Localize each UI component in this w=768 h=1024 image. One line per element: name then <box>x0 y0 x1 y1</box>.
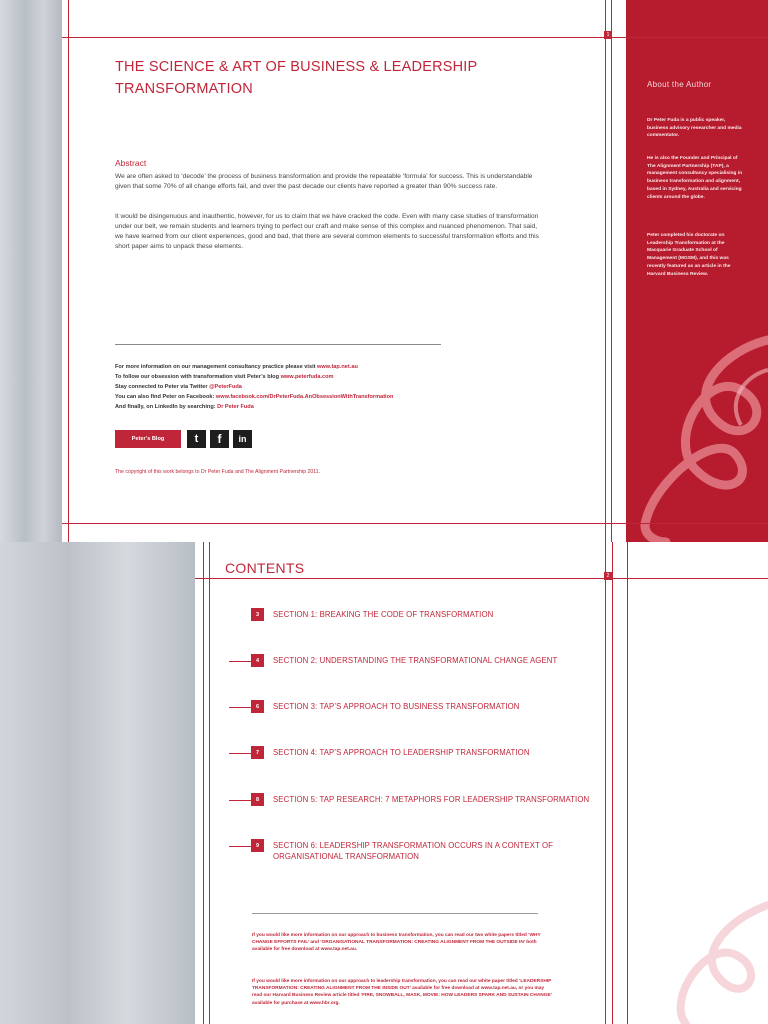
toc-title: SECTION 5: TAP RESEARCH: 7 METAPHORS FOR LEADERSHIP TRANSFORMATION <box>273 795 590 804</box>
about-paragraph-3: Peter completed his doctorate on Leadership Transformation at the Macquarie Graduate School of Management (MGSM), and this was recently featured as an article in the Harvard Business Review. <box>647 233 731 277</box>
facebook-icon[interactable]: f <box>210 430 229 448</box>
abstract-label: Abstract <box>115 158 147 168</box>
abstract-paragraph-1: We are often asked to ‘decode’ the process of business transformation and provide the repeatable ‘formula’ for success. This is understandable given that some 70% of all change efforts fail, and over the past decade our clients have reported a greater than 90% success rate. <box>115 173 533 190</box>
linkedin-icon[interactable]: in <box>233 430 252 448</box>
ribbon-decoration <box>626 330 768 542</box>
guide-line <box>62 523 768 524</box>
toc-page-number: 7 <box>251 746 264 759</box>
toc-title: SECTION 1: BREAKING THE CODE OF TRANSFORMATION <box>273 610 494 619</box>
document-title: THE SCIENCE & ART OF BUSINESS & LEADERSHIP TRANSFORMATION <box>115 59 478 97</box>
further-reading-paragraph-2: If you would like more information on our approach to leadership transformation, you can read our white paper titled ‘LEADERSHIP TRANSFORMATION: CREATING ALIGNMENT FROM THE INSIDE OUT’ available for free download at www.tap.net.au, or you may read our Harvard Business Review article titled ‘FIRE, SNOWBALL, MASK, MOVIE: HOW LEADERS SPARK AND SUSTAIN CHANGE’ available for purchase at www.hbr.org. <box>252 979 552 1006</box>
toc-item[interactable] <box>251 700 631 714</box>
consultancy-link[interactable]: www.tap.net.au <box>317 364 358 370</box>
guide-line <box>195 578 768 579</box>
guide-line <box>68 0 69 542</box>
toc-leader-line <box>229 800 251 801</box>
toc-leader-line <box>229 707 251 708</box>
divider <box>115 344 441 345</box>
toc-leader-line <box>229 661 251 662</box>
copyright-notice: The copyright of this work belongs to Dr Peter Fuda and The Alignment Partnership 2011. <box>115 469 321 475</box>
background-left-bottom <box>0 542 195 1024</box>
divider <box>252 913 538 914</box>
toc-item[interactable] <box>251 608 631 622</box>
toc-item[interactable] <box>251 654 631 668</box>
link-line: Stay connected to Peter via Twitter @PeterFuda <box>115 384 242 390</box>
toc-page-number: 4 <box>251 654 264 667</box>
toc-leader-line <box>229 846 251 847</box>
toc-title: SECTION 6: LEADERSHIP TRANSFORMATION OCCURS IN A CONTEXT OF ORGANISATIONAL TRANSFORMATION <box>273 841 553 861</box>
further-reading-paragraph-1: If you would like more information on our approach to business transformation, you can read our two white papers titled ‘WHY CHANGE EFFORTS FAIL’ and ‘ORGANISATIONAL TRANSFORMATION: CREATING ALIGNMENT FROM THE OUTSIDE IN’ both available for free download at www.tap.net.au. <box>252 933 541 953</box>
link-line: You can also find Peter on Facebook: www.facebook.com/DrPeterFuda.AnObsessionWithTransformation <box>115 394 394 400</box>
background-left-top <box>0 0 62 542</box>
toc-title: SECTION 2: UNDERSTANDING THE TRANSFORMATIONAL CHANGE AGENT <box>273 656 558 665</box>
ribbon-decoration-faint <box>626 900 768 1024</box>
toc-page-number: 3 <box>251 608 264 621</box>
guide-line <box>62 37 768 38</box>
toc-title: SECTION 4: TAP’S APPROACH TO LEADERSHIP TRANSFORMATION <box>273 748 530 757</box>
toc-title: SECTION 3: TAP’S APPROACH TO BUSINESS TRANSFORMATION <box>273 702 520 711</box>
toc-page-number: 9 <box>251 839 264 852</box>
toc-page-number: 6 <box>251 700 264 713</box>
toc-page-number: 8 <box>251 793 264 806</box>
link-line: To follow our obsession with transformation visit Peter’s blog www.peterfuda.com <box>115 374 334 380</box>
about-paragraph-2: He is also the Founder and Principal of The Alignment Partnership (TAP), a management consultancy specialising in business transformation and alignment, based in Sydney, Australia and servicing clients around the globe. <box>647 156 743 200</box>
abstract-paragraph-2: It would be disingenuous and inauthentic, however, for us to claim that we have cracked the code. Even with many case studies of transformation under our belt, we remain students and learners trying to perfect our craft and make sense of this complex and nuanced phenomenon. That said, we have learned from our client experiences, good and bad, that there are several common elements to successful transformation efforts and this short paper aims to unpack these elements. <box>115 213 539 250</box>
toc-leader-line <box>229 753 251 754</box>
toc-item[interactable] <box>251 793 631 807</box>
blog-link[interactable]: www.peterfuda.com <box>280 374 334 380</box>
about-author-heading: About the Author <box>647 80 712 89</box>
page-number-2: 2 <box>604 572 612 580</box>
page-number-1: 1 <box>604 31 612 39</box>
guide-line <box>611 0 612 542</box>
facebook-link[interactable]: www.facebook.com/DrPeterFuda.AnObsessionWithTransformation <box>215 394 394 400</box>
toc-item[interactable] <box>251 746 631 760</box>
peters-blog-button[interactable]: Peter’s Blog <box>115 430 181 448</box>
linkedin-link[interactable]: Dr Peter Fuda <box>217 404 254 410</box>
contact-links <box>115 362 555 412</box>
link-line: For more information on our management consultancy practice please visit www.tap.net.au <box>115 364 358 370</box>
twitter-link[interactable]: @PeterFuda <box>209 384 242 390</box>
toc-item[interactable] <box>251 839 631 865</box>
guide-line <box>209 542 210 1024</box>
contents-heading: CONTENTS <box>225 560 305 576</box>
guide-line <box>605 0 606 542</box>
guide-line <box>203 542 204 1024</box>
link-line: And finally, on LinkedIn by searching: Dr Peter Fuda <box>115 404 254 410</box>
twitter-icon[interactable]: t <box>187 430 206 448</box>
about-paragraph-1: Dr Peter Fuda is a public speaker, business advisory researcher and media commentator. <box>647 118 742 139</box>
